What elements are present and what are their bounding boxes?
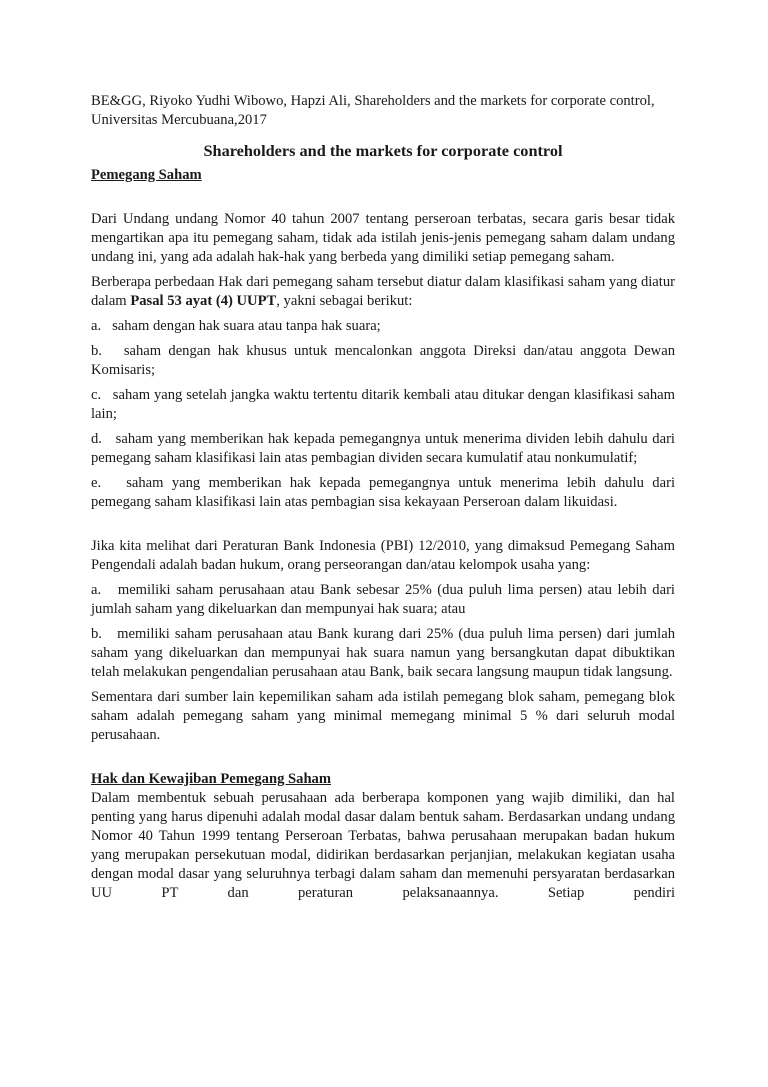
paragraph-modal-dasar: Dalam membentuk sebuah perusahaan ada berberapa komponen yang wajib dimiliki, dan hal penting yang harus dipenuhi adalah modal dasar dalam bentuk saham. Berdasarkan undang undang Nomor 40 Tahun 1999 tentang Perseroan Terbatas, bahwa perusahaan merupakan badan hukum yang merupakan persekutuan modal, didirikan berdasarkan perjanjian, melakukan kegiatan usaha dengan modal dasar yang seluruhnya terbagi dalam saham dan memenuhi persyaratan berdasarkan UU PT dan peraturan pelaksanaannya. Setiap pendiri <box>91 790 675 901</box>
pasal-reference: Pasal 53 ayat (4) UUPT <box>130 293 277 309</box>
list-item-c: c. saham yang setelah jangka waktu tertentu ditarik kembali atau ditukar dengan klasifikasi saham lain; <box>91 387 675 422</box>
list-item-e: e. saham yang memberikan hak kepada pemegangnya untuk menerima lebih dahulu dari pemegang saham klasifikasi lain atas pembagian sisa kekayaan Perseroan dalam likuidasi. <box>91 475 675 510</box>
list-item-d: d. saham yang memberikan hak kepada pemegangnya untuk menerima dividen lebih dahulu dari pemegang saham klasifikasi lain atas pembagian dividen secara kumulatif atau nonkumulatif; <box>91 431 675 466</box>
list-item-pbi-a: a. memiliki saham perusahaan atau Bank sebesar 25% (dua puluh lima persen) atau lebih dari jumlah saham yang dikeluarkan dan mempunyai hak suara; atau <box>91 582 675 617</box>
list-item-a: a. saham dengan hak suara atau tanpa hak suara; <box>91 318 381 334</box>
paragraph-undang-undang: Dari Undang undang Nomor 40 tahun 2007 tentang perseroan terbatas, secara garis besar tidak mengartikan apa itu pemegang saham, tidak ada istilah jenis-jenis pemegang saham dalam undang undang ini, yang ada adalah hak-hak yang berbeda yang dimiliki setiap pemegang saham. <box>91 211 675 265</box>
document-page <box>91 92 675 909</box>
paragraph-pbi: Jika kita melihat dari Peraturan Bank Indonesia (PBI) 12/2010, yang dimaksud Pemegang Saham Pengendali adalah badan hukum, orang perseorangan dan/atau kelompok usaha yang: <box>91 538 675 573</box>
spacer <box>91 751 675 770</box>
section-heading-hak-kewajiban: Hak dan Kewajiban Pemegang Saham <box>91 771 332 787</box>
paragraph-blok-saham: Sementara dari sumber lain kepemilikan saham ada istilah pemegang blok saham, pemegang blok saham adalah pemegang saham yang minimal memegang minimal 5 % dari seluruh modal perusahaan. <box>91 689 675 743</box>
paragraph-perbedaan-hak <box>91 273 675 311</box>
citation-header: BE&GG, Riyoko Yudhi Wibowo, Hapzi Ali, Shareholders and the markets for corporate control, Universitas Mercubuana,2017 <box>91 93 655 128</box>
spacer <box>91 185 675 210</box>
spacer <box>91 518 675 537</box>
list-item-b: b. saham dengan hak khusus untuk mencalonkan anggota Direksi dan/atau anggota Dewan Komisaris; <box>91 343 675 378</box>
section-heading-pemegang-saham: Pemegang Saham <box>91 167 202 183</box>
paragraph-text: Berberapa perbedaan Hak dari pemegang saham tersebut diatur dalam klasifikasi saham yang diatur dalam <box>91 274 675 309</box>
document-title: Shareholders and the markets for corporate control <box>203 141 563 160</box>
paragraph-text: , yakni sebagai berikut: <box>276 293 413 309</box>
list-item-pbi-b: b. memiliki saham perusahaan atau Bank kurang dari 25% (dua puluh lima persen) dari jumlah saham yang dikeluarkan dan mempunyai hak suara namun yang bersangkutan dapat dibuktikan telah melakukan pengendalian perusahaan atau Bank, baik secara langsung maupun tidak langsung. <box>91 626 675 680</box>
